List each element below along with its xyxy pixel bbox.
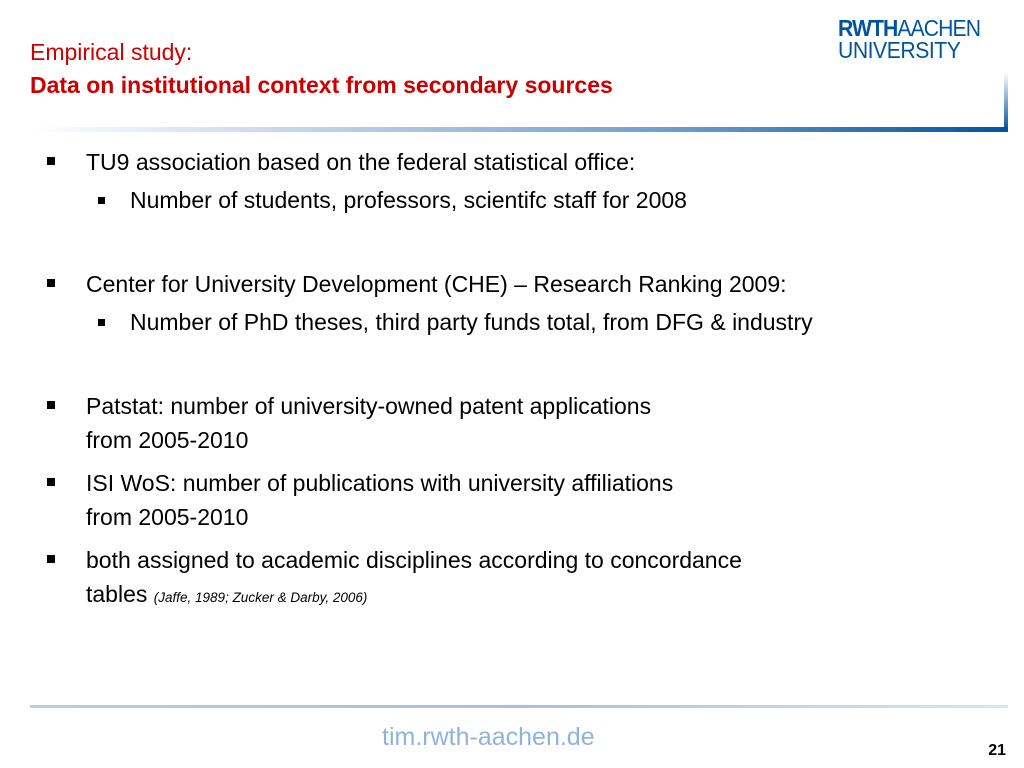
bullet-item-concordance xyxy=(40,543,1000,615)
title-line-1: Empirical study: xyxy=(30,39,193,65)
logo-rwth: RWTH xyxy=(838,15,898,41)
bullet-text: TU9 association based on the federal statistical office: xyxy=(86,149,636,175)
bullet-item-patstat xyxy=(40,389,1000,457)
slide-title xyxy=(30,36,613,102)
bullet-text-line: ISI WoS: number of publications with university affiliations xyxy=(86,470,674,496)
bullet-text: Center for University Development (CHE) – Research Ranking 2009: xyxy=(86,271,787,297)
square-bullet-icon xyxy=(47,401,55,409)
square-bullet-icon xyxy=(47,555,55,563)
square-bullet-icon xyxy=(47,157,55,165)
bullet-item-tu9 xyxy=(40,145,1000,179)
bullet-item-che xyxy=(40,267,1000,301)
slide-number: 21 xyxy=(988,742,1006,759)
bullet-text-line: Patstat: number of university-owned patent applications xyxy=(86,393,652,419)
bullet-text-line: tables xyxy=(86,581,148,607)
sub-bullet-text: Number of PhD theses, third party funds total, from DFG & industry xyxy=(130,309,813,335)
bullet-list xyxy=(40,145,1000,615)
header-divider xyxy=(30,127,1008,132)
logo-university: UNIVERSITY xyxy=(838,37,961,63)
rwth-logo xyxy=(838,16,1006,64)
bullet-text-line: both assigned to academic disciplines according to concordance xyxy=(86,547,742,573)
title-line-2: Data on institutional context from secondary sources xyxy=(30,72,613,98)
square-bullet-icon xyxy=(98,197,105,204)
footer-divider xyxy=(30,705,1008,708)
square-bullet-icon xyxy=(47,478,55,486)
square-bullet-icon xyxy=(98,319,105,326)
square-bullet-icon xyxy=(47,279,55,287)
sub-bullet-text: Number of students, professors, scientifc staff for 2008 xyxy=(130,187,687,213)
bullet-item-isi-wos xyxy=(40,466,1000,534)
logo-aachen: AACHEN xyxy=(897,15,981,41)
sub-bullet-item xyxy=(40,183,1000,217)
bullet-text-line: from 2005-2010 xyxy=(86,504,249,530)
citation: (Jaffe, 1989; Zucker & Darby, 2006) xyxy=(153,590,368,605)
bullet-text-line: from 2005-2010 xyxy=(86,427,249,453)
footer-url: tim.rwth-aachen.de xyxy=(382,723,595,751)
side-accent-line xyxy=(1004,72,1008,130)
sub-bullet-item xyxy=(40,305,1000,339)
